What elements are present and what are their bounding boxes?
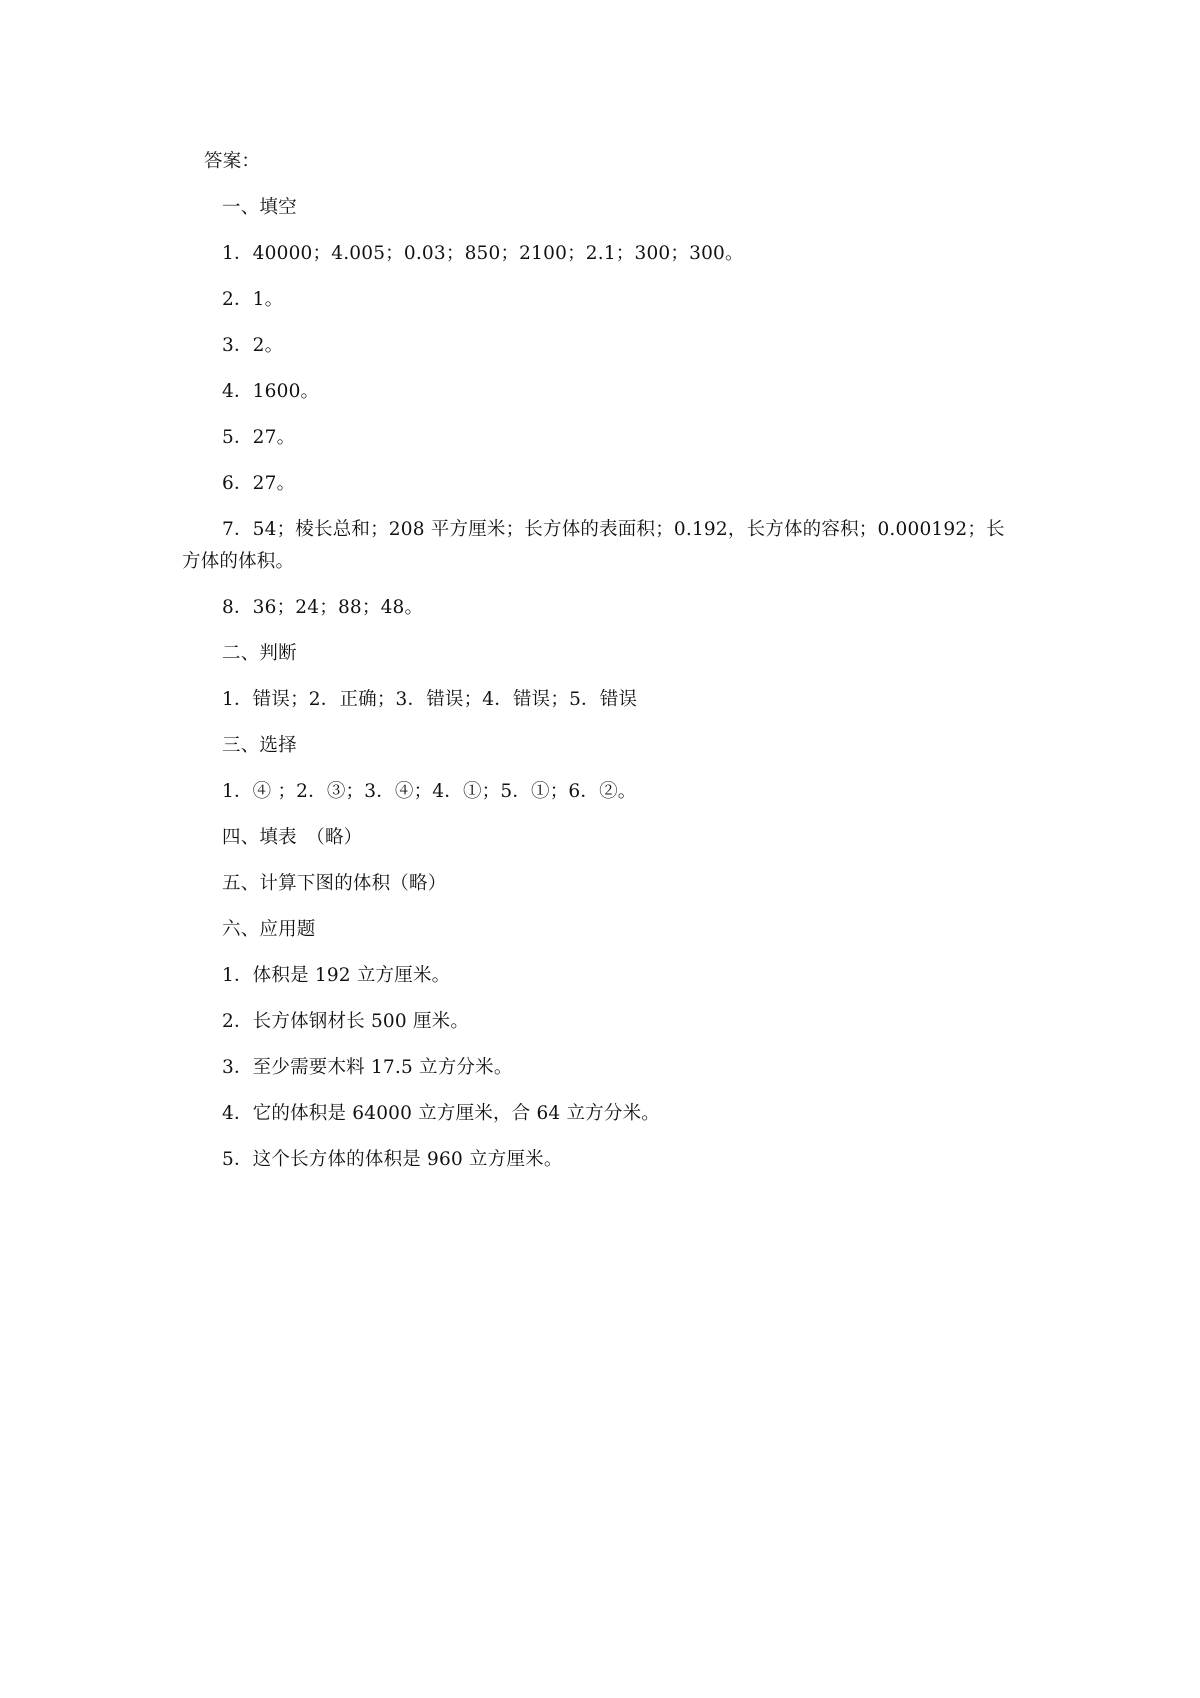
answer-line: 6．27。 — [222, 473, 296, 494]
answer-line: 4．1600。 — [222, 381, 320, 402]
answer-line: 3．至少需要木料 17.5 立方分米。 — [222, 1057, 513, 1078]
answer-line: 2．长方体钢材长 500 厘米。 — [222, 1011, 470, 1032]
answer-line: 3．2。 — [222, 335, 284, 356]
section-heading-fill-table: 四、填表 （略） — [222, 827, 363, 848]
section-heading-choice: 三、选择 — [222, 735, 297, 756]
section-heading-true-false: 二、判断 — [222, 643, 297, 664]
answer-line: 2．1。 — [222, 289, 284, 310]
answer-line: 5．27。 — [222, 427, 296, 448]
answer-line: 1．④ ；2．③；3．④；4．①；5．①；6．②。 — [222, 781, 637, 802]
section-heading-volume: 五、计算下图的体积（略） — [222, 873, 447, 894]
answer-line: 8．36；24；88；48。 — [222, 597, 424, 618]
answer-line: 1．体积是 192 立方厘米。 — [222, 965, 451, 986]
answer-line: 1．40000；4.005；0.03；850；2100；2.1；300；300。 — [222, 243, 744, 264]
answer-line: 7．54；棱长总和；208 平方厘米；长方体的表面积；0.192，长方体的容积；0.000192；长 — [222, 519, 1005, 540]
section-heading-word-problems: 六、应用题 — [222, 919, 316, 940]
document-title: 答案： — [204, 151, 261, 172]
answer-line: 5．这个长方体的体积是 960 立方厘米。 — [222, 1149, 563, 1170]
answer-line-continuation: 方体的体积。 — [182, 551, 295, 572]
section-heading-fill-blank: 一、填空 — [222, 197, 297, 218]
answer-line: 1．错误；2．正确；3．错误；4．错误；5．错误 — [222, 689, 638, 710]
answer-line: 4．它的体积是 64000 立方厘米，合 64 立方分米。 — [222, 1103, 660, 1124]
